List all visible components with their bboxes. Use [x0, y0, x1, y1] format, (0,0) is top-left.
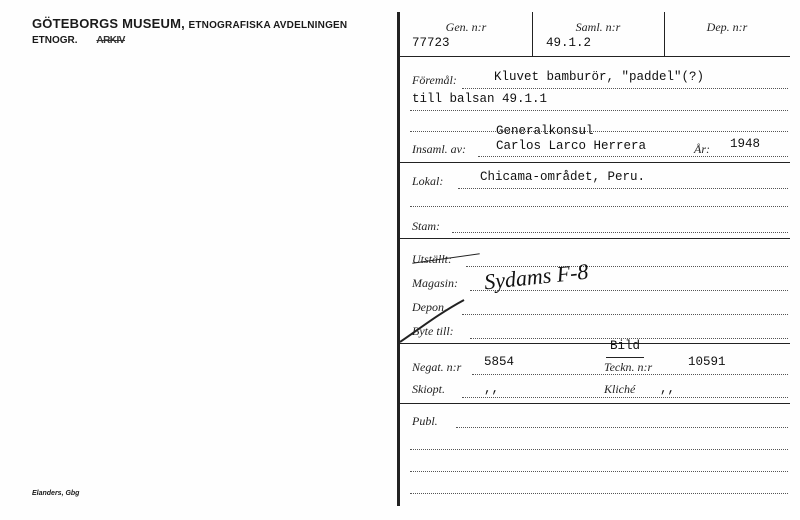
- dotted-rule: [410, 449, 788, 450]
- saml-label: Saml. n:r: [575, 20, 621, 34]
- department-name: ETNOGRAFISKA AVDELNINGEN: [188, 20, 348, 31]
- gen-cell: [400, 12, 533, 56]
- sub-header: [32, 35, 125, 46]
- foremal-label: Föremål:: [412, 73, 457, 87]
- stam-label: Stam:: [412, 219, 440, 233]
- dotted-rule: [456, 427, 788, 428]
- teckn-label: Teckn. n:r: [604, 360, 653, 374]
- section-rule: [400, 238, 790, 239]
- lokal-label: Lokal:: [412, 174, 444, 188]
- lokal-value: Chicama-området, Peru.: [480, 170, 646, 184]
- negat-value: 5854: [484, 355, 515, 369]
- insaml-value: Carlos Larco Herrera: [496, 139, 647, 153]
- card-header: [32, 16, 347, 31]
- utstallt-label: Utställt:: [412, 252, 453, 266]
- section-rule: [400, 162, 790, 163]
- teckn-value: 10591: [688, 355, 726, 369]
- teckn-strike: [606, 357, 644, 358]
- negat-label: Negat. n:r: [412, 360, 462, 374]
- dotted-rule: [452, 232, 788, 233]
- saml-value: 49.1.2: [546, 36, 592, 50]
- dep-label: Dep. n:r: [706, 20, 748, 34]
- insaml-label: Insaml. av:: [412, 142, 466, 156]
- number-header: [400, 12, 790, 57]
- insaml-above: Generalkonsul: [496, 124, 594, 138]
- publ-label: Publ.: [412, 414, 438, 428]
- skiopt-label: Skiopt.: [412, 382, 445, 396]
- teckn-above: Bild: [610, 339, 641, 353]
- foremal-continuation: till balsan 49.1.1: [412, 92, 548, 106]
- museum-name: GÖTEBORGS MUSEUM,: [32, 16, 185, 31]
- section-rule: [400, 403, 790, 404]
- skiopt-value: ,,: [484, 382, 500, 396]
- dotted-rule: [410, 471, 788, 472]
- magasin-label: Magasin:: [412, 276, 458, 290]
- depon-label: Depon.: [412, 300, 447, 314]
- klische-value: ,,: [660, 382, 676, 396]
- dotted-rule: [458, 188, 788, 189]
- foremal-value: Kluvet bamburör, "paddel"(?): [494, 70, 705, 84]
- gen-label: Gen. n:r: [445, 20, 487, 34]
- ar-value: 1948: [730, 137, 761, 151]
- dotted-rule: [472, 374, 788, 375]
- ar-label: År:: [694, 142, 710, 156]
- dotted-rule: [410, 110, 788, 111]
- dotted-rule: [462, 397, 788, 398]
- dotted-rule: [410, 493, 788, 494]
- printer-mark: Elanders, Gbg: [32, 490, 80, 497]
- dotted-rule: [470, 290, 788, 291]
- dep-cell: [664, 12, 790, 56]
- dotted-rule: [462, 314, 788, 315]
- gen-value: 77723: [412, 36, 450, 50]
- dotted-rule: [462, 88, 788, 89]
- vertical-rule: [397, 12, 400, 506]
- byte-label: Byte till:: [412, 324, 454, 338]
- dotted-rule: [478, 156, 788, 157]
- magasin-handwritten: Sydams F-8: [482, 258, 590, 295]
- struck-label: ARKIV: [96, 35, 125, 46]
- klische-label: Kliché: [604, 382, 636, 396]
- section-rule: [400, 343, 790, 344]
- dotted-rule: [410, 206, 788, 207]
- dotted-rule: [410, 131, 788, 132]
- sub-label: ETNOGR.: [32, 35, 78, 46]
- saml-cell: [532, 12, 665, 56]
- diagonal-check-mark: [398, 296, 478, 346]
